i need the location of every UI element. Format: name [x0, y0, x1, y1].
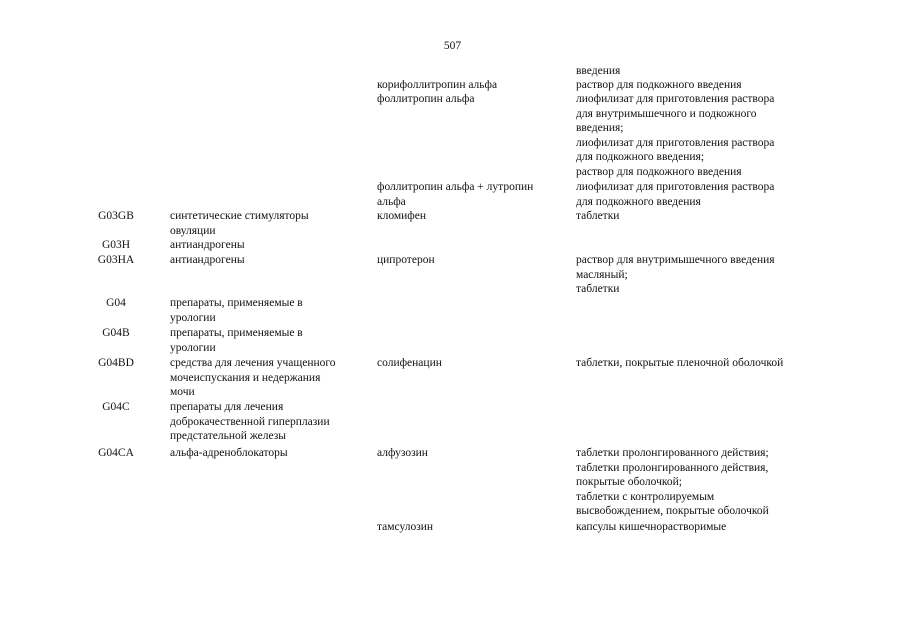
- therapeutic-group-cell: [170, 209, 370, 238]
- dosage-form-line: таблетки пролонгированного действия;: [576, 447, 769, 459]
- drug-name-line: солифенацин: [377, 357, 442, 369]
- dosage-form-cell: [576, 356, 896, 371]
- therapeutic-group-line: препараты для лечения: [170, 401, 284, 413]
- dosage-form-line: раствор для подкожного введения: [576, 165, 742, 178]
- dosage-form-cell: [576, 520, 896, 535]
- dosage-form-line: раствор для подкожного введения: [576, 79, 742, 91]
- drug-name-line: алфузозин: [377, 447, 428, 459]
- therapeutic-group-cell: [170, 238, 370, 253]
- drug-name-cell: [377, 520, 567, 535]
- atc-code-cell: G03HA: [97, 254, 135, 266]
- dosage-form-line: для внутримышечного и подкожного: [576, 107, 757, 120]
- therapeutic-group-line: предстательной железы: [170, 430, 286, 443]
- atc-code-cell: G04B: [102, 327, 130, 339]
- drug-name-line: фоллитропин альфа: [377, 93, 475, 105]
- dosage-form-cell: [576, 64, 896, 79]
- dosage-form-line: таблетки пролонгированного действия,: [576, 461, 769, 474]
- drug-name-cell: [377, 209, 567, 224]
- therapeutic-group-cell: [170, 400, 370, 444]
- therapeutic-group-line: средства для лечения учащенного: [170, 357, 336, 369]
- dosage-form-line: для подкожного введения;: [576, 151, 705, 164]
- dosage-form-line: таблетки: [576, 283, 620, 296]
- dosage-form-line: таблетки: [576, 210, 620, 222]
- dosage-form-cell: [576, 253, 896, 297]
- drug-name-cell: [377, 446, 567, 461]
- therapeutic-group-line: мочеиспускания и недержания: [170, 371, 321, 384]
- atc-code-cell: G04C: [102, 401, 130, 413]
- atc-code-cell: G04CA: [98, 447, 134, 459]
- dosage-form-cell: [576, 92, 896, 180]
- dosage-form-cell: [576, 446, 896, 519]
- therapeutic-group-cell: [170, 446, 370, 461]
- therapeutic-group-line: препараты, применяемые в: [170, 327, 303, 339]
- atc-code-cell: G03H: [101, 239, 131, 251]
- dosage-form-line: лиофилизат для приготовления раствора: [576, 181, 775, 193]
- therapeutic-group-line: антиандрогены: [170, 239, 245, 251]
- atc-code-cell: G04BD: [98, 357, 134, 369]
- drug-name-line: фоллитропин альфа + лутропин: [377, 181, 534, 193]
- drug-name-line: кломифен: [377, 210, 426, 222]
- therapeutic-group-line: антиандрогены: [170, 254, 245, 266]
- therapeutic-group-line: альфа-адреноблокаторы: [170, 447, 288, 459]
- therapeutic-group-cell: [170, 253, 370, 268]
- page-number: 507: [443, 40, 462, 52]
- drug-name-line: альфа: [377, 195, 406, 208]
- dosage-form-line: лиофилизат для приготовления раствора: [576, 93, 775, 105]
- drug-name-line: тамсулозин: [377, 521, 434, 533]
- therapeutic-group-line: препараты, применяемые в: [170, 297, 303, 309]
- dosage-form-line: масляный;: [576, 268, 628, 281]
- dosage-form-line: покрытые оболочкой;: [576, 476, 682, 489]
- drug-name-cell: [377, 78, 567, 93]
- dosage-form-line: для подкожного введения: [576, 195, 701, 208]
- drug-name-cell: [377, 92, 567, 107]
- dosage-form-line: введения: [576, 65, 621, 77]
- drug-name-cell: [377, 253, 567, 268]
- dosage-form-line: таблетки, покрытые пленочной оболочкой: [576, 357, 784, 369]
- therapeutic-group-line: урологии: [170, 341, 216, 354]
- dosage-form-line: капсулы кишечнорастворимые: [576, 521, 727, 533]
- dosage-form-line: лиофилизат для приготовления раствора: [576, 136, 775, 149]
- dosage-form-cell: [576, 78, 896, 93]
- dosage-form-line: таблетки с контролируемым: [576, 490, 715, 503]
- drug-name-cell: [377, 180, 567, 209]
- therapeutic-group-cell: [170, 296, 370, 325]
- dosage-form-line: введения;: [576, 122, 624, 135]
- therapeutic-group-line: овуляции: [170, 224, 216, 237]
- drug-name-line: ципротерон: [377, 254, 435, 266]
- dosage-form-cell: [576, 209, 896, 224]
- therapeutic-group-line: доброкачественной гиперплазии: [170, 415, 330, 428]
- dosage-form-line: высвобождением, покрытые оболочкой: [576, 505, 769, 518]
- therapeutic-group-line: мочи: [170, 386, 195, 399]
- dosage-form-cell: [576, 180, 896, 209]
- atc-code-cell: G03GB: [98, 210, 134, 222]
- therapeutic-group-line: синтетические стимуляторы: [170, 210, 309, 222]
- therapeutic-group-cell: [170, 326, 370, 355]
- drug-name-line: корифоллитропин альфа: [377, 79, 498, 91]
- atc-code-cell: G04: [106, 297, 126, 309]
- drug-name-cell: [377, 356, 567, 371]
- therapeutic-group-cell: [170, 356, 370, 400]
- dosage-form-line: раствор для внутримышечного введения: [576, 254, 775, 266]
- therapeutic-group-line: урологии: [170, 311, 216, 324]
